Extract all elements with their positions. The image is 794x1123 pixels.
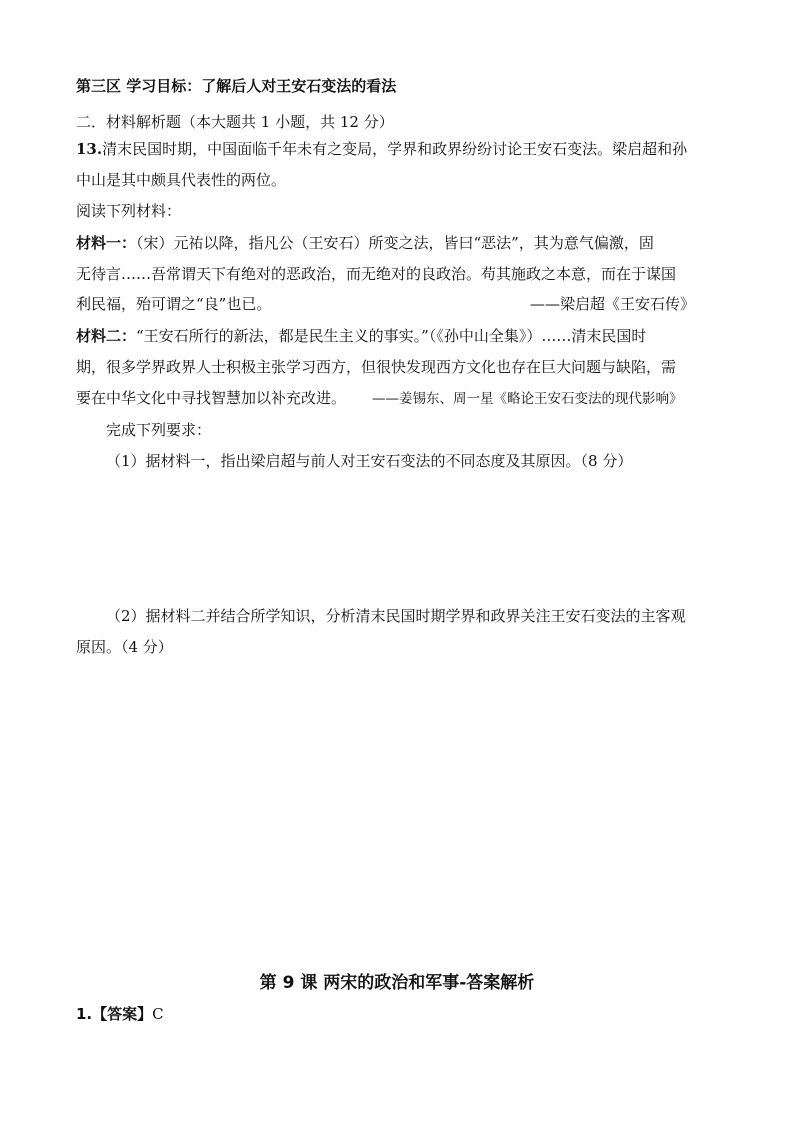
answer-1 [76, 1004, 164, 1024]
answer-heading: 第 9 课 两宋的政治和军事-答案解析 [259, 973, 535, 993]
material1-line-2: 无待言……吾常谓天下有绝对的恶政治，而无绝对的良政治。苟其施政之本意，而在于谋国 [76, 265, 677, 283]
material1-line-1 [76, 233, 654, 253]
material2-source: ——姜锡东、周一星《略论王安石变法的现代影响》 [372, 391, 683, 407]
section-title: 第三区 学习目标：了解后人对王安石变法的看法 [76, 77, 397, 95]
material1-source: ——梁启超《王安石传》 [530, 295, 696, 313]
material1-label: 材料一： [76, 234, 137, 252]
answer-1-label: 1.【答案】 [76, 1005, 153, 1023]
material2-line-2: 期，很多学界政界人士积极主张学习西方，但很快发现西方文化也存在巨大问题与缺陷，需 [76, 358, 677, 376]
subquestion-2-line-2: 原因。（4 分） [76, 638, 173, 656]
answer-1-value: C [152, 1005, 164, 1023]
question-number: 13. [76, 140, 103, 158]
material1-text: （宋）元祐以降，指凡公（王安石）所变之法，皆曰“恶法”，其为意气偏激，固 [136, 234, 654, 252]
material2-line-3: 要在中华文化中寻找智慧加以补充改进。 [76, 389, 347, 407]
material2-line-1 [76, 326, 646, 346]
question-text: 清末民国时期，中国面临千年未有之变局，学界和政界纷纷讨论王安石变法。梁启超和孙 [102, 140, 688, 158]
subquestion-2-line-1: （2）据材料二并结合所学知识，分析清末民国时期学界和政界关注王安石变法的主客观 [106, 607, 686, 625]
material1-line-3: 利民福，殆可谓之“良”也已。 [76, 295, 272, 313]
material2-text: “王安石所行的新法，都是民生主义的事实。”（《孙中山全集》）……清末民国时 [136, 327, 647, 345]
question-line-1 [76, 139, 687, 159]
read-prompt: 阅读下列材料： [76, 202, 182, 220]
part-title: 二．材料解析题（本大题共 1 小题，共 12 分） [76, 113, 394, 131]
material2-label: 材料二： [76, 327, 137, 345]
question-line-2: 中山是其中颇具代表性的两位。 [76, 171, 287, 189]
task-prompt: 完成下列要求： [106, 421, 212, 439]
subquestion-1: （1）据材料一，指出梁启超与前人对王安石变法的不同态度及其原因。（8 分） [106, 452, 633, 470]
